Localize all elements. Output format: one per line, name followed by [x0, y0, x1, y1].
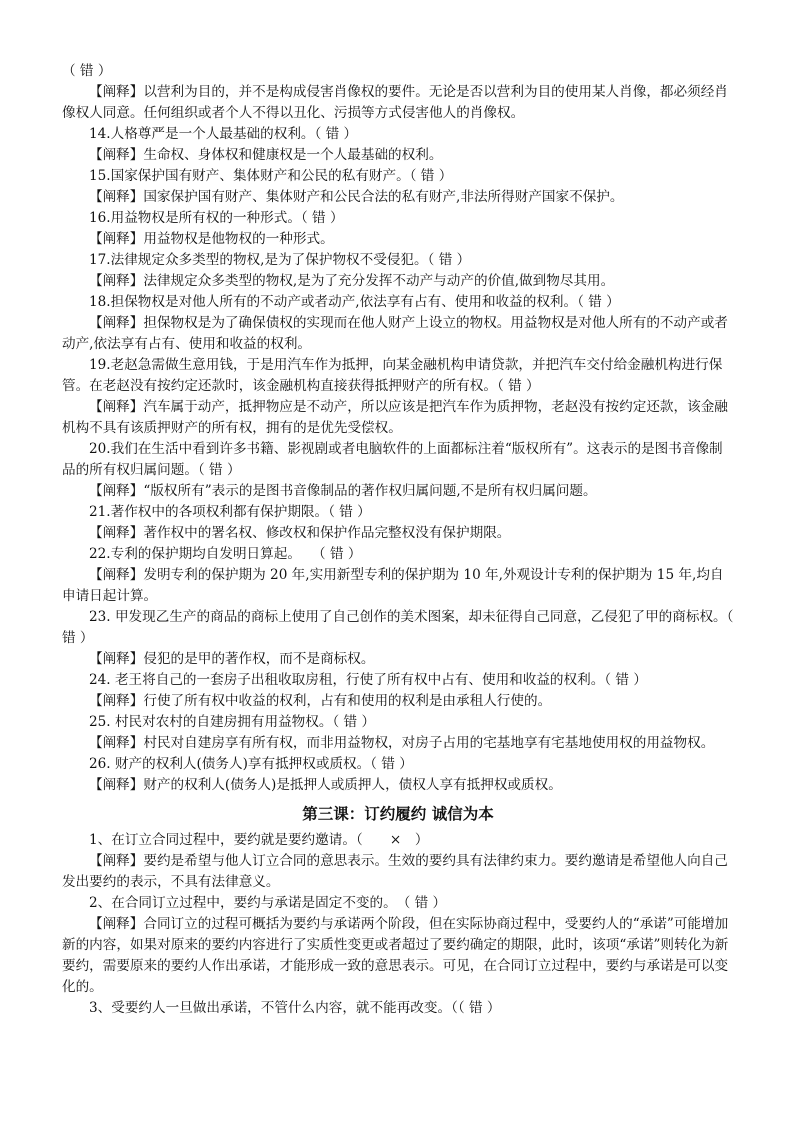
- explanation-item: 【阐释】国家保护国有财产、集体财产和公民合法的私有财产,非法所得财产国家不保护。: [89, 189, 624, 205]
- section-2-list: [62, 82, 734, 796]
- explanation-item: 【阐释】以营利为目的，并不是构成侵害肖像权的要件。无论是否以营利为目的使用某人肖像，都必须经肖像权人同意。任何组织或者个人不得以丑化、污损等方式侵害他人的肖像权。: [62, 84, 728, 121]
- question-item: 16.用益物权是所有权的一种形式。（ 错 ）: [89, 210, 344, 226]
- question-item: 18.担保物权是对他人所有的不动产或者动产,依法享有占有、使用和收益的权利。（ 错 ）: [89, 294, 620, 310]
- explanation-item: 【阐释】担保物权是为了确保债权的实现而在他人财产上设立的物权。用益物权是对他人所有的不动产或者动产,依法享有占有、使用和收益的权利。: [62, 315, 728, 352]
- question-item: 21.著作权中的各项权利都有保护期限。（ 错 ）: [89, 504, 371, 520]
- explanation-item: 【阐释】合同订立的过程可概括为要约与承诺两个阶段，但在实际协商过程中，受要约人的“承诺”可能增加新的内容，如果对原来的要约内容进行了实质性变更或者超过了要约确定的期限，此时，该项“承诺”则转化为新要约，需要原来的要约人作出承诺，才能形成一致的意思表示。可见，在合同订立过程中，要约与承诺是可以变化的。: [62, 916, 729, 995]
- explanation-item: 【阐释】“版权所有”表示的是图书音像制品的著作权归属问题,不是所有权归属问题。: [89, 483, 597, 499]
- question-item: 3、受要约人一旦做出承诺，不管什么内容，就不能再改变。（（ 错 ）: [89, 1000, 501, 1016]
- question-item: 19.老赵急需做生意用钱，于是用汽车作为抵押，向某金融机构申请贷款，并把汽车交付给金融机构进行保管。在老赵没有按约定还款时，该金融机构直接获得抵押财产的所有权。（ 错 ）: [62, 357, 723, 394]
- question-item: 26. 财产的权利人(债务人)享有抵押权或质权。（ 错 ）: [89, 756, 413, 772]
- explanation-item: 【阐释】行使了所有权中收益的权利，占有和使用的权利是由承租人行使的。: [89, 693, 552, 709]
- explanation-item: 【阐释】生命权、身体权和健康权是一个人最基础的权利。: [89, 147, 443, 163]
- explanation-item: 【阐释】要约是希望与他人订立合同的意思表示。生效的要约具有法律约束力。要约邀请是希望他人向自己发出要约的表示，不具有法律意义。: [62, 853, 728, 890]
- explanation-item: 【阐释】发明专利的保护期为 20 年,实用新型专利的保护期为 10 年,外观设计专利的保护期为 15 年,均自申请日起计算。: [62, 567, 724, 604]
- section-3-title: 第三课：订约履约 诚信为本: [302, 805, 494, 823]
- explanation-item: 【阐释】汽车属于动产，抵押物应是不动产，所以应该是把汽车作为质押物，老赵没有按约定还款，该金融机构不具有该质押财产的所有权，拥有的是优先受偿权。: [62, 399, 728, 436]
- explanation-item: 【阐释】侵犯的是甲的著作权，而不是商标权。: [89, 651, 375, 667]
- answer-fragment: （ 错 ）: [62, 63, 112, 79]
- question-item: 14.人格尊严是一个人最基础的权利。（ 错 ）: [89, 126, 358, 142]
- document-page: [62, 61, 734, 1019]
- question-item: 15.国家保护国有财产、集体财产和公民的私有财产。（ 错 ）: [89, 168, 453, 184]
- explanation-item: 【阐释】财产的权利人(债务人)是抵押人或质押人，债权人享有抵押权或质权。: [89, 777, 562, 793]
- explanation-item: 【阐释】用益物权是他物权的一种形式。: [89, 231, 334, 247]
- question-item: 25. 村民对农村的自建房拥有用益物权。（ 错 ）: [89, 714, 376, 730]
- explanation-item: 【阐释】著作权中的署名权、修改权和保护作品完整权没有保护期限。: [89, 525, 511, 541]
- question-item: 24. 老王将自己的一套房子出租收取房租，行使了所有权中占有、使用和收益的权利。（ 错 ）: [89, 672, 647, 688]
- question-item: 17.法律规定众多类型的物权,是为了保护物权不受侵犯。（ 错 ）: [89, 252, 471, 268]
- question-item: 1、在订立合同过程中，要约就是要约邀请。（ × ）: [89, 832, 429, 848]
- question-item: 20.我们在生活中看到许多书籍、影视剧或者电脑软件的上面都标注着“版权所有”。这表示的是图书音像制品的所有权归属问题。（ 错 ）: [62, 441, 723, 478]
- question-item: 22.专利的保护期均自发明日算起。 （ 错 ）: [89, 546, 362, 562]
- explanation-item: 【阐释】法律规定众多类型的物权,是为了充分发挥不动产与动产的价值,做到物尽其用。: [89, 273, 615, 289]
- question-item: 2、在合同订立过程中，要约与承诺是固定不变的。 （ 错 ）: [89, 895, 447, 911]
- question-item: 23. 甲发现乙生产的商品的商标上使用了自己创作的美术图案，却未征得自己同意，乙侵犯了甲的商标权。（ 错 ）: [62, 609, 734, 646]
- section-3-list: [62, 830, 734, 1019]
- explanation-item: 【阐释】村民对自建房享有所有权，而非用益物权，对房子占用的宅基地享有宅基地使用权的用益物权。: [89, 735, 715, 751]
